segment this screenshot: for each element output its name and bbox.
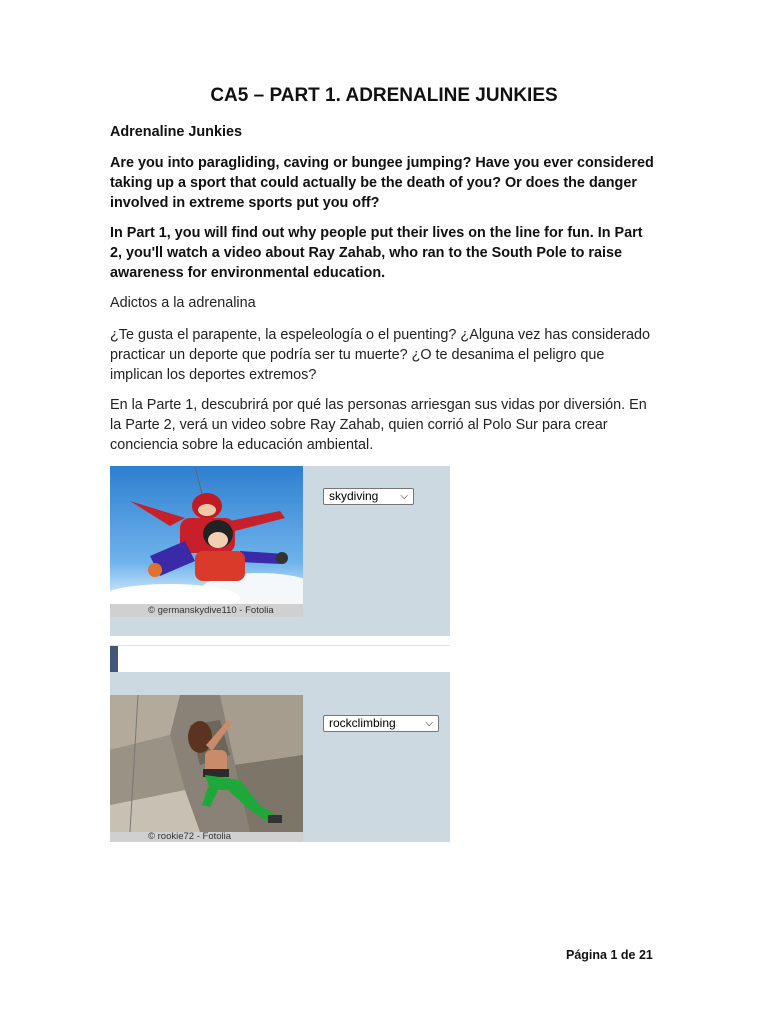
activity-panel-rockclimbing <box>110 672 450 842</box>
rockclimbing-select[interactable] <box>323 715 439 732</box>
spanish-paragraph-2: En la Parte 1, descubrirá por qué las personas arriesgan sus vidas por diversión. En la Parte 2, verá un video sobre Ray Zahab, quien corrió al Polo Sur para crear conciencia sobre la educación ambiental. <box>110 397 647 453</box>
rockclimbing-photo <box>110 695 303 832</box>
english-heading: Adrenaline Junkies <box>110 124 242 140</box>
page-number: Página 1 de 21 <box>566 948 653 962</box>
english-paragraph-1: Are you into paragliding, caving or bungee jumping? Have you ever considered taking up a sport that could actually be the death of you? Or does the danger involved in extreme sports put you off? <box>110 155 654 211</box>
divider-bar <box>110 646 118 672</box>
chevron-down-icon: ⌵ <box>425 718 433 729</box>
skydiving-photo <box>110 466 303 604</box>
rockclimbing-photo-credit: © rookie72 - Fotolia <box>110 832 303 842</box>
spanish-paragraph-1: ¿Te gusta el parapente, la espeleología o el puenting? ¿Alguna vez has considerado practicar un deporte que podría ser tu muerte? ¿O te desanima el peligro que implican los deportes extremos? <box>110 327 651 383</box>
spanish-heading: Adictos a la adrenalina <box>110 295 256 311</box>
chevron-down-icon: ⌵ <box>400 491 408 502</box>
skydiving-select[interactable] <box>323 488 414 505</box>
skydiving-photo-credit: © germanskydive110 - Fotolia <box>110 604 303 617</box>
activity-panel-skydiving <box>110 466 450 636</box>
page-title: CA5 – PART 1. ADRENALINE JUNKIES <box>210 85 558 106</box>
section-divider <box>110 645 450 671</box>
rockclimbing-select-value: rockclimbing <box>329 716 396 730</box>
english-paragraph-2: In Part 1, you will find out why people put their lives on the line for fun. In Part 2, you'll watch a video about Ray Zahab, who ran to the South Pole to raise awareness for environmental education. <box>110 225 643 281</box>
skydiving-select-value: skydiving <box>329 489 379 503</box>
